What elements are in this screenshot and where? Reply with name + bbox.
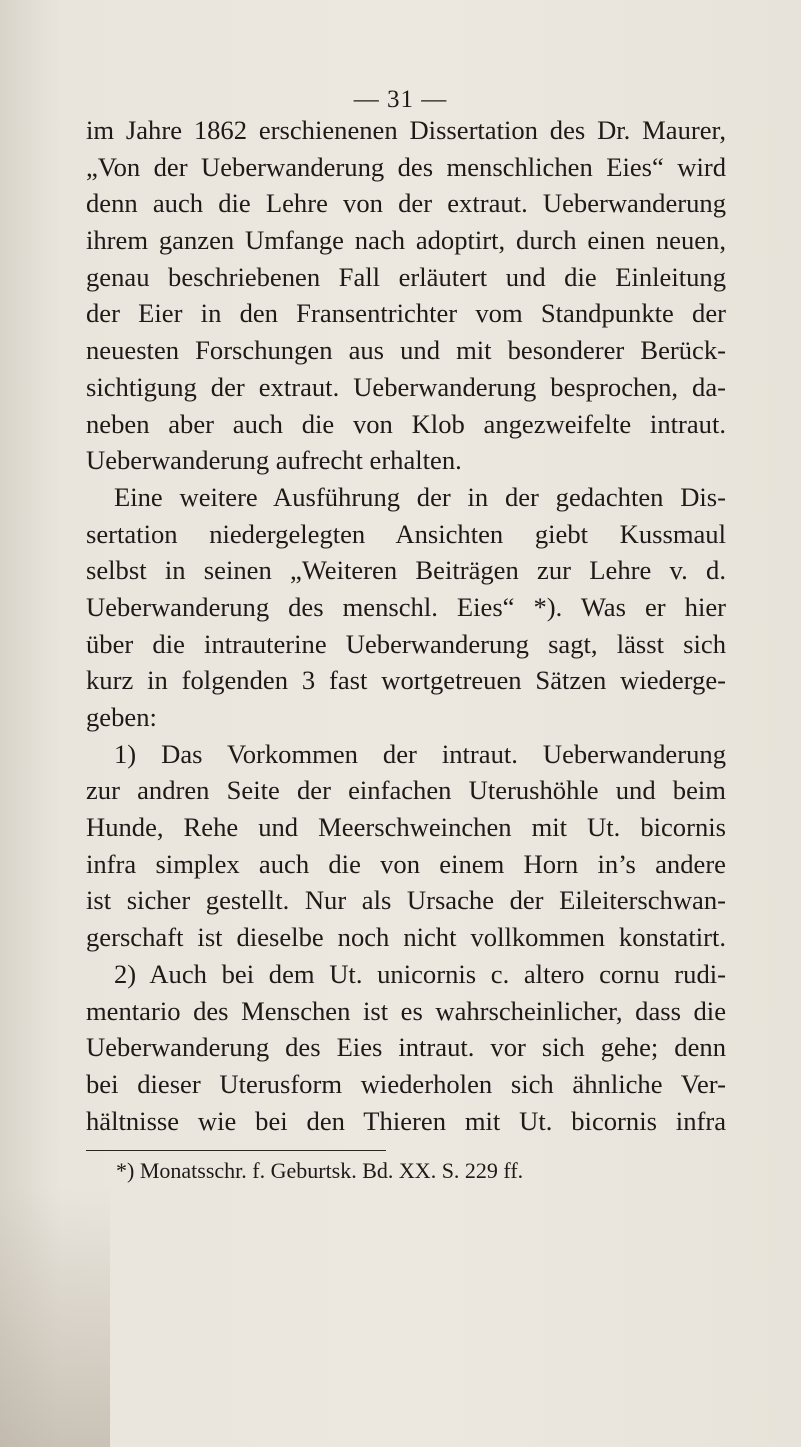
text-line: gerschaft ist dieselbe noch nicht vollkommen konstatirt. [86, 922, 726, 953]
text-line: genau beschriebenen Fall erläutert und die Einleitung [86, 261, 726, 292]
paragraph-start-line: Eine weitere Ausführung der in der gedachten Dis- [114, 481, 726, 512]
text-line: Ueberwanderung des Eies intraut. vor sich gehe; denn [86, 1032, 726, 1063]
text-line: neben aber auch die von Klob angezweifelte intraut. [86, 408, 726, 439]
footnote: *) Monatsschr. f. Geburtsk. Bd. XX. S. 229 ff. [116, 1158, 524, 1183]
page-number: — 31 — [353, 86, 448, 113]
text-line: sichtigung der extraut. Ueberwanderung besprochen, da- [86, 371, 726, 402]
text-line: ihrem ganzen Umfange nach adoptirt, durch einen neuen, [86, 225, 726, 256]
text-line: bei dieser Uterusform wiederholen sich ähnliche Ver- [86, 1068, 726, 1099]
text-line: infra simplex auch die von einem Horn in’s andere [86, 848, 726, 879]
paragraph-end-line: geben: [86, 702, 157, 732]
list-item-1-start: 1) Das Vorkommen der intraut. Ueberwanderung [114, 738, 726, 769]
text-line: über die intrauterine Ueberwanderung sagt, lässt sich [86, 628, 726, 659]
text-line: Ueberwanderung des menschl. Eies“ *). Was er hier [86, 591, 726, 622]
text-line: kurz in folgenden 3 fast wortgetreuen Sätzen wiederge- [86, 665, 726, 696]
text-line: im Jahre 1862 erschienenen Dissertation des Dr. Maurer, [86, 115, 726, 145]
footnote-divider [86, 1150, 386, 1151]
text-line: mentario des Menschen ist es wahrscheinlicher, dass die [86, 995, 726, 1026]
text-line: selbst in seinen „Weiteren Beiträgen zur Lehre v. d. [86, 555, 726, 586]
text-line: Hunde, Rehe und Meerschweinchen mit Ut. bicornis [86, 812, 726, 843]
text-line: denn auch die Lehre von der extraut. Ueberwanderung [86, 188, 726, 219]
text-line: ist sicher gestellt. Nur als Ursache der Eileiterschwan- [86, 885, 726, 916]
paper-stain [0, 1187, 110, 1447]
text-line: hältnisse wie bei den Thieren mit Ut. bicornis infra [86, 1105, 726, 1136]
text-line: „Von der Ueberwanderung des menschlichen Eies“ wird [86, 151, 726, 182]
paragraph-end-line: Ueberwanderung aufrecht erhalten. [86, 445, 462, 476]
text-line: neuesten Forschungen aus und mit besonderer Berück- [86, 335, 726, 366]
body-text [86, 112, 726, 1139]
text-line: sertation niedergelegten Ansichten giebt Kussmaul [86, 518, 726, 549]
text-line: der Eier in den Fransentrichter vom Standpunkte der [86, 298, 726, 329]
text-line: zur andren Seite der einfachen Uterushöhle und beim [86, 775, 726, 806]
list-item-2-start: 2) Auch bei dem Ut. unicornis c. altero cornu rudi- [114, 958, 726, 989]
